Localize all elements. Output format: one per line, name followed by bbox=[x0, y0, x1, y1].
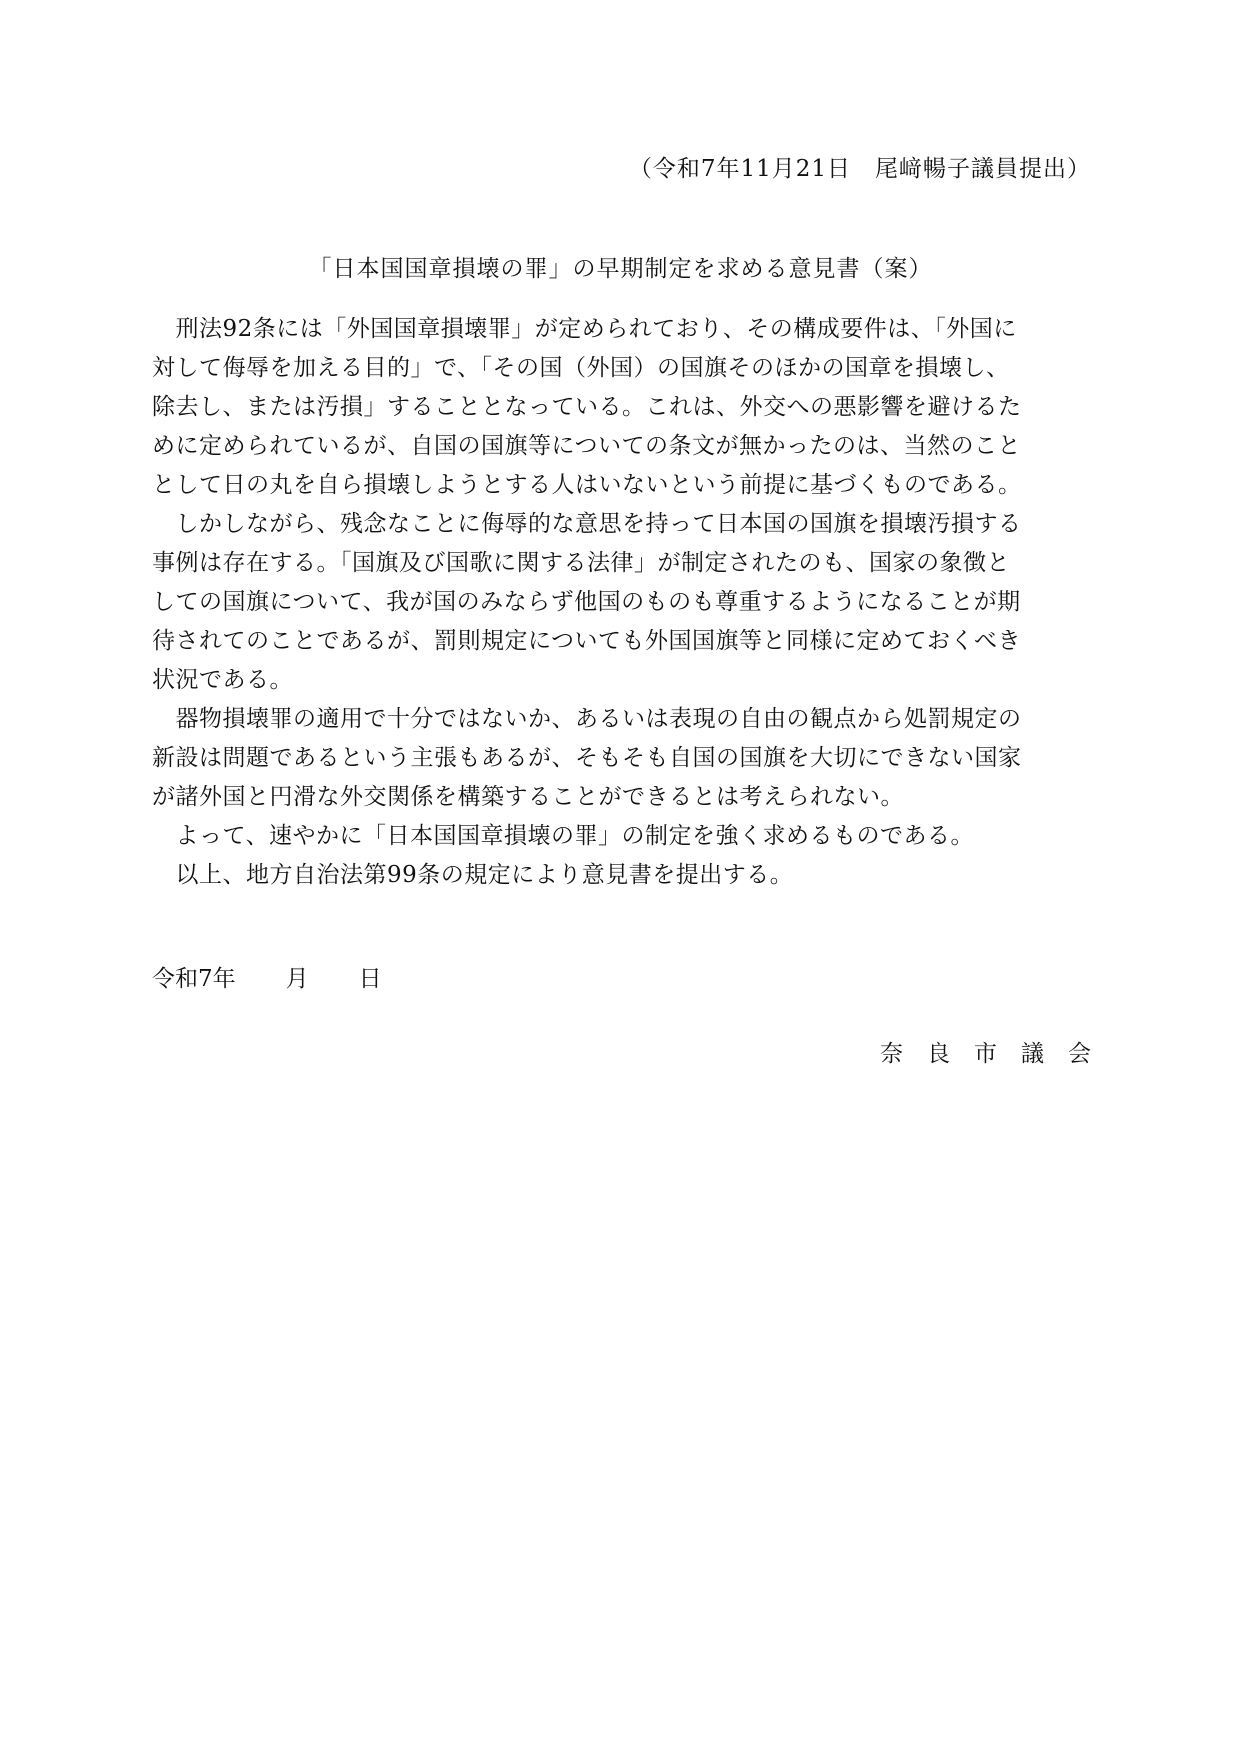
body-line: 対して侮辱を加える目的」で、「その国（外国）の国旗そのほかの国章を損壊し、 bbox=[152, 355, 1010, 381]
body-line: 刑法92条には「外国国章損壊罪」が定められており、その構成要件は、「外国に bbox=[152, 316, 1017, 342]
body-line: 器物損壊罪の適用で十分ではないか、あるいは表現の自由の観点から処罰規定の bbox=[152, 706, 1022, 732]
body-line: しての国旗について、我が国のみならず他国のものも尊重するようになることが期 bbox=[152, 589, 1021, 615]
date-month: 月 bbox=[285, 966, 309, 992]
body-line: しかしながら、残念なことに侮辱的な意思を持って日本国の国旗を損壊汚損する bbox=[152, 511, 1022, 537]
body-line: 新設は問題であるという主張もあるが、そもそも自国の国旗を大切にできない国家 bbox=[152, 745, 1022, 771]
body-line: 事例は存在する。「国旗及び国歌に関する法律」が制定されたのも、国家の象徴と bbox=[152, 550, 1010, 576]
date-day: 日 bbox=[358, 966, 382, 992]
document-title: 「日本国国章損壊の罪」の早期制定を求める意見書（案） bbox=[308, 256, 933, 282]
body-line: めに定められているが、自国の国旗等についての条文が無かったのは、当然のこと bbox=[152, 433, 1022, 459]
body-line: 待されてのことであるが、罰則規定についても外国国旗等と同様に定めておくべき bbox=[152, 628, 1022, 654]
body-line: 除去し、または汚損」することとなっている。これは、外交への悪影響を避けるた bbox=[152, 394, 1022, 420]
body-line: が諸外国と円滑な外交関係を構築することができるとは考えられない。 bbox=[152, 784, 904, 810]
council-name: 奈良市議会 bbox=[880, 1041, 1115, 1067]
body-line: 状況である。 bbox=[152, 667, 293, 693]
submission-note: （令和7年11月21日 尾﨑暢子議員提出） bbox=[628, 156, 1091, 182]
date-era-year: 令和7年 bbox=[152, 966, 236, 992]
body-line: として日の丸を自ら損壊しようとする人はいないという前提に基づくものである。 bbox=[152, 472, 1022, 498]
date-line bbox=[152, 960, 382, 993]
body-line: 以上、地方自治法第99条の規定により意見書を提出する。 bbox=[152, 862, 794, 888]
document-body bbox=[152, 310, 1089, 895]
body-line: よって、速やかに「日本国国章損壊の罪」の制定を強く求めるものである。 bbox=[152, 823, 975, 849]
